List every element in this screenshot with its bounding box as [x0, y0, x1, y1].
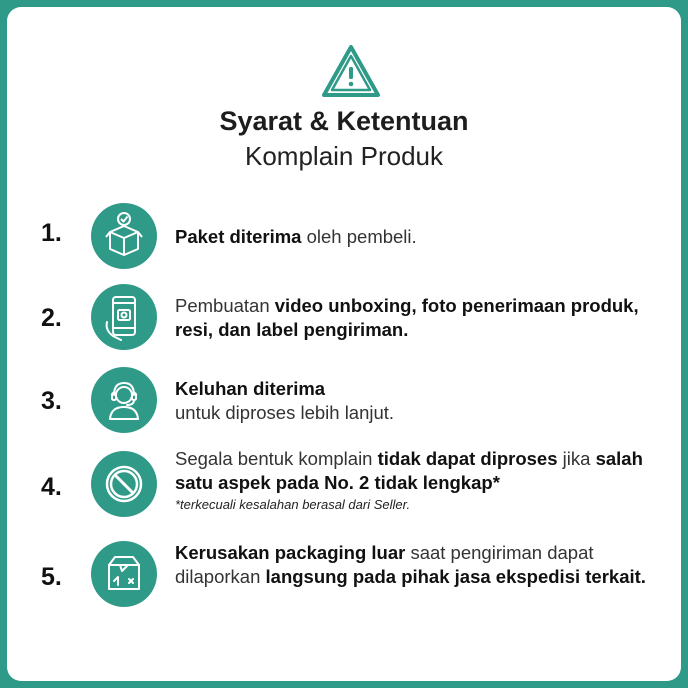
- terms-card: [7, 7, 681, 681]
- customer-service-icon: [91, 367, 157, 433]
- step-number: 3.: [41, 387, 62, 415]
- step-text-regular: Segala bentuk komplain: [175, 448, 378, 469]
- step-text-regular: oleh pembeli.: [301, 226, 417, 247]
- step-note: *terkecuali kesalahan berasal dari Seller.: [175, 497, 411, 512]
- step-text: [175, 447, 655, 515]
- step-text-bold: Paket diterima: [175, 226, 302, 247]
- step-text-bold: salah satu aspek pada No. 2 tidak lengkap*: [175, 448, 643, 493]
- step-text-bold: video unboxing, foto penerimaan produk, resi, dan label pengiriman.: [175, 295, 639, 340]
- step-text-bold: Kerusakan packaging luar: [175, 542, 406, 563]
- page-subtitle: Komplain Produk: [245, 141, 443, 171]
- phone-camera-icon: [91, 284, 157, 350]
- prohibited-icon: [91, 451, 157, 517]
- step-text-regular: jika: [557, 448, 596, 469]
- step-text: [175, 377, 655, 425]
- step-number: 1.: [41, 219, 62, 247]
- step-text: [175, 294, 655, 342]
- warning-triangle-icon: [320, 43, 382, 99]
- step-number: 4.: [41, 473, 62, 501]
- step-number: 5.: [41, 563, 62, 591]
- page-title: Syarat & Ketentuan: [219, 106, 469, 136]
- step-text-regular: Pembuatan: [175, 295, 275, 316]
- damaged-package-icon: [91, 541, 157, 607]
- step-text-bold: langsung pada pihak jasa ekspedisi terkait.: [265, 566, 646, 587]
- package-box-check-icon: [91, 203, 157, 269]
- step-text-bold: tidak dapat diproses: [377, 448, 558, 469]
- step-text: [175, 541, 655, 589]
- step-text: [175, 225, 655, 249]
- step-number: 2.: [41, 304, 62, 332]
- step-text-regular: untuk diproses lebih lanjut.: [175, 402, 395, 423]
- step-text-regular: saat pengiriman dapat dilaporkan: [175, 542, 594, 587]
- step-text-bold: Keluhan diterima: [175, 378, 326, 399]
